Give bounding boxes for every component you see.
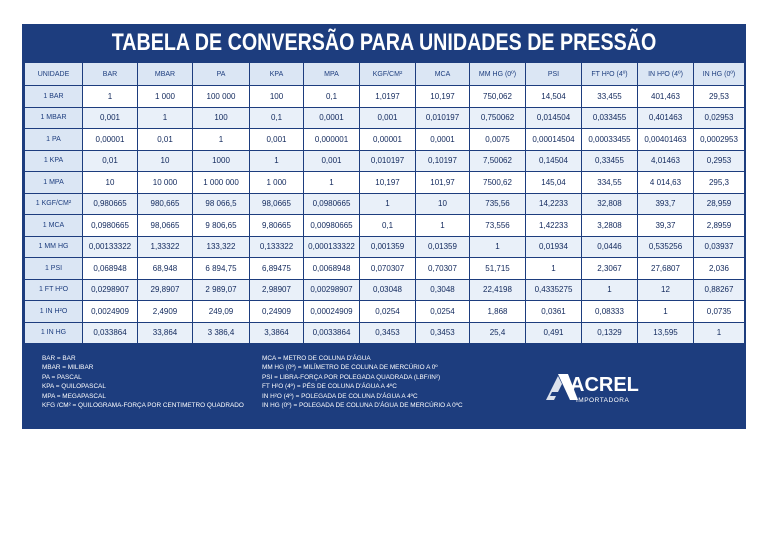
table-cell: 0,033455 [582,107,638,129]
table-cell: 0,535256 [638,236,694,258]
legend-item: MCA = METRO DE COLUNA D'ÁGUA [262,355,371,362]
row-unit-label: 1 PSI [25,258,83,280]
table-header-row [25,63,745,86]
table-cell: 0,08333 [582,301,638,323]
table-cell: 6 894,75 [193,258,250,280]
table-row [25,129,745,151]
table-cell: 0,10197 [416,150,470,172]
table-cell: 0,001 [250,129,304,151]
table-cell: 68,948 [138,258,193,280]
table-cell: 2,4909 [138,301,193,323]
table-cell: 0,00298907 [304,279,360,301]
table-row [25,258,745,280]
table-cell: 98,0665 [138,215,193,237]
table-cell: 1 [250,150,304,172]
table-cell: 0,88267 [694,279,745,301]
column-header: MCA [416,63,470,86]
table-cell: 145,04 [526,172,582,194]
table-cell: 14,2233 [526,193,582,215]
table-cell: 0,0001 [416,129,470,151]
table-cell: 0,01359 [416,236,470,258]
table-cell: 39,37 [638,215,694,237]
table-cell: 13,595 [638,322,694,344]
table-cell: 0,3453 [360,322,416,344]
table-cell: 10 [416,193,470,215]
table-cell: 29,53 [694,86,745,108]
logo-name: ACREL [570,374,639,396]
table-row [25,150,745,172]
table-cell: 0,0980665 [304,193,360,215]
table-cell: 10 [83,172,138,194]
table-cell: 0,0002953 [694,129,745,151]
table-cell: 980,665 [138,193,193,215]
column-header: MPA [304,63,360,86]
table-cell: 10,197 [360,172,416,194]
table-cell: 1 000 000 [193,172,250,194]
table-cell: 101,97 [416,172,470,194]
column-header: KGF/CM² [360,63,416,86]
page-title: TABELA DE CONVERSÃO PARA UNIDADES DE PRESSÃO [111,29,657,56]
table-cell: 0,2953 [694,150,745,172]
table-cell: 27,6807 [638,258,694,280]
table-cell: 1 [83,86,138,108]
table-cell: 0,070307 [360,258,416,280]
column-header: UNIDADE [25,63,83,86]
column-header: PA [193,63,250,86]
table-cell: 1 000 [138,86,193,108]
table-cell: 0,14504 [526,150,582,172]
table-cell: 1 [638,301,694,323]
table-cell: 0,1329 [582,322,638,344]
table-cell: 10 [138,150,193,172]
column-header: FT H²O (4º) [582,63,638,86]
column-header: IN H²O (4º) [638,63,694,86]
table-cell: 14,504 [526,86,582,108]
table-cell: 0,0254 [360,301,416,323]
table-cell: 0,03048 [360,279,416,301]
table-cell: 28,959 [694,193,745,215]
table-cell: 0,0033864 [304,322,360,344]
row-unit-label: 1 MPA [25,172,83,194]
table-cell: 1,0197 [360,86,416,108]
table-cell: 1 [582,279,638,301]
table-cell: 100 [250,86,304,108]
table-cell: 0,980665 [83,193,138,215]
table-cell: 4 014,63 [638,172,694,194]
column-header: MBAR [138,63,193,86]
legend-units-left [42,354,244,410]
table-row [25,279,745,301]
table-cell: 0,0001 [304,107,360,129]
table-cell: 0,001 [360,107,416,129]
table-cell: 0,0068948 [304,258,360,280]
row-unit-label: 1 MM HG [25,236,83,258]
table-cell: 98,0665 [250,193,304,215]
table-cell: 0,1 [360,215,416,237]
table-cell: 0,00033455 [582,129,638,151]
table-cell: 1 [694,322,745,344]
table-cell: 0,01 [83,150,138,172]
table-cell: 0,0446 [582,236,638,258]
table-cell: 1 [470,236,526,258]
table-cell: 0,491 [526,322,582,344]
table-cell: 2,98907 [250,279,304,301]
table-cell: 6,89475 [250,258,304,280]
table-cell: 29,8907 [138,279,193,301]
legend-item: MBAR = MILIBAR [42,364,94,372]
row-unit-label: 1 FT H²O [25,279,83,301]
table-cell: 0,033864 [83,322,138,344]
table-cell: 4,01463 [638,150,694,172]
table-cell: 0,33455 [582,150,638,172]
table-cell: 393,7 [638,193,694,215]
legend-item: KFG /CM² = QUILOGRAMA-FORÇA POR CENTIMETRO QUADRADO [42,402,244,410]
table-cell: 0,1 [250,107,304,129]
table-cell: 401,463 [638,86,694,108]
table-cell: 0,00133322 [83,236,138,258]
acrel-logo [544,372,654,412]
table-cell: 3,3864 [250,322,304,344]
logo-subtitle: IMPORTADORA [576,397,630,404]
table-cell: 0,0361 [526,301,582,323]
table-cell: 1 [138,107,193,129]
table-cell: 0,70307 [416,258,470,280]
table-cell: 2,3067 [582,258,638,280]
table-cell: 1000 [193,150,250,172]
table-cell: 0,000001 [304,129,360,151]
table-cell: 51,715 [470,258,526,280]
table-cell: 0,0075 [470,129,526,151]
table-cell: 1,868 [470,301,526,323]
table-cell: 25,4 [470,322,526,344]
table-cell: 98 066,5 [193,193,250,215]
table-cell: 1,42233 [526,215,582,237]
row-unit-label: 1 IN H²O [25,301,83,323]
table-cell: 10,197 [416,86,470,108]
table-cell: 334,55 [582,172,638,194]
table-cell: 1 [360,193,416,215]
table-cell: 7,50062 [470,150,526,172]
table-cell: 0,00980665 [304,215,360,237]
table-row [25,107,745,129]
table-cell: 1 [304,172,360,194]
legend-item: PSI = LIBRA-FORÇA POR POLEGADA QUADRADA (LBF/IN²) [262,373,441,381]
table-cell: 0,0735 [694,301,745,323]
row-unit-label: 1 BAR [25,86,83,108]
column-header: MM HG (0º) [470,63,526,86]
table-cell: 0,001 [83,107,138,129]
legend-item: FT H²O (4º) = PÉS DE COLUNA D'ÁGUA A 4ºC [262,383,397,391]
table-cell: 1 [193,129,250,151]
legend-item: MM HG (0º) = MILÍMETRO DE COLUNA DE MERCÚRIO A 0º [262,364,438,372]
table-cell: 0,3048 [416,279,470,301]
table-row [25,215,745,237]
table-cell: 0,010197 [416,107,470,129]
table-cell: 100 000 [193,86,250,108]
table-cell: 0,750062 [470,107,526,129]
table-cell: 0,03937 [694,236,745,258]
conversion-table [24,62,745,344]
row-unit-label: 1 MBAR [25,107,83,129]
column-header: BAR [83,63,138,86]
table-cell: 750,062 [470,86,526,108]
legend-units-right [262,354,463,410]
table-row [25,236,745,258]
column-header: KPA [250,63,304,86]
table-cell: 0,0254 [416,301,470,323]
table-cell: 0,01934 [526,236,582,258]
table-cell: 0,3453 [416,322,470,344]
table-cell: 0,010197 [360,150,416,172]
table-cell: 3 386,4 [193,322,250,344]
table-cell: 73,556 [470,215,526,237]
table-cell: 0,014504 [526,107,582,129]
table-cell: 0,02953 [694,107,745,129]
table-cell: 1 [526,258,582,280]
table-cell: 0,00014504 [526,129,582,151]
table-cell: 33,455 [582,86,638,108]
table-cell: 0,001 [304,150,360,172]
table-cell: 0,24909 [250,301,304,323]
table-cell: 10 000 [138,172,193,194]
table-cell: 735,56 [470,193,526,215]
column-header: IN HG (0º) [694,63,745,86]
table-cell: 9 806,65 [193,215,250,237]
legend-item: IN HG (0º) = POLEGADA DE COLUNA D'ÁGUA DE MERCÚRIO A 0ºC [262,402,463,410]
table-cell: 22,4198 [470,279,526,301]
table-cell: 2 989,07 [193,279,250,301]
table-cell: 1 000 [250,172,304,194]
table-cell: 3,2808 [582,215,638,237]
table-cell: 0,401463 [638,107,694,129]
table-cell: 0,00024909 [304,301,360,323]
table-row [25,322,745,344]
table-cell: 2,036 [694,258,745,280]
column-header: PSI [526,63,582,86]
table-cell: 0,4335275 [526,279,582,301]
table-cell: 0,00001 [360,129,416,151]
table-cell: 0,133322 [250,236,304,258]
table-cell: 7500,62 [470,172,526,194]
legend-item: BAR = BAR [42,355,76,362]
row-unit-label: 1 KGF/CM² [25,193,83,215]
table-cell: 1 [416,215,470,237]
row-unit-label: 1 KPA [25,150,83,172]
table-row [25,193,745,215]
table-cell: 133,322 [193,236,250,258]
table-cell: 33,864 [138,322,193,344]
table-cell: 0,1 [304,86,360,108]
legend-item: PA = PASCAL [42,373,82,381]
row-unit-label: 1 MCA [25,215,83,237]
row-unit-label: 1 PA [25,129,83,151]
table-cell: 12 [638,279,694,301]
table-cell: 249,09 [193,301,250,323]
table-row [25,86,745,108]
table-cell: 0,00401463 [638,129,694,151]
table-cell: 100 [193,107,250,129]
table-cell: 295,3 [694,172,745,194]
table-cell: 0,000133322 [304,236,360,258]
table-cell: 0,068948 [83,258,138,280]
table-cell: 0,01 [138,129,193,151]
legend-item: MPA = MEGAPASCAL [42,392,106,400]
table-cell: 0,0980665 [83,215,138,237]
table-cell: 9,80665 [250,215,304,237]
row-unit-label: 1 IN HG [25,322,83,344]
table-cell: 0,001359 [360,236,416,258]
legend-item: KPA = QUILOPASCAL [42,383,106,391]
table-cell: 0,00001 [83,129,138,151]
table-cell: 0,0024909 [83,301,138,323]
table-row [25,172,745,194]
table-row [25,301,745,323]
conversion-card [22,24,746,429]
table-cell: 0,0298907 [83,279,138,301]
table-body [25,86,745,344]
table-cell: 2,8959 [694,215,745,237]
table-cell: 32,808 [582,193,638,215]
table-cell: 1,33322 [138,236,193,258]
legend-item: IN H²O (4º) = POLEGADA DE COLUNA D'ÁGUA A 4ºC [262,392,418,400]
